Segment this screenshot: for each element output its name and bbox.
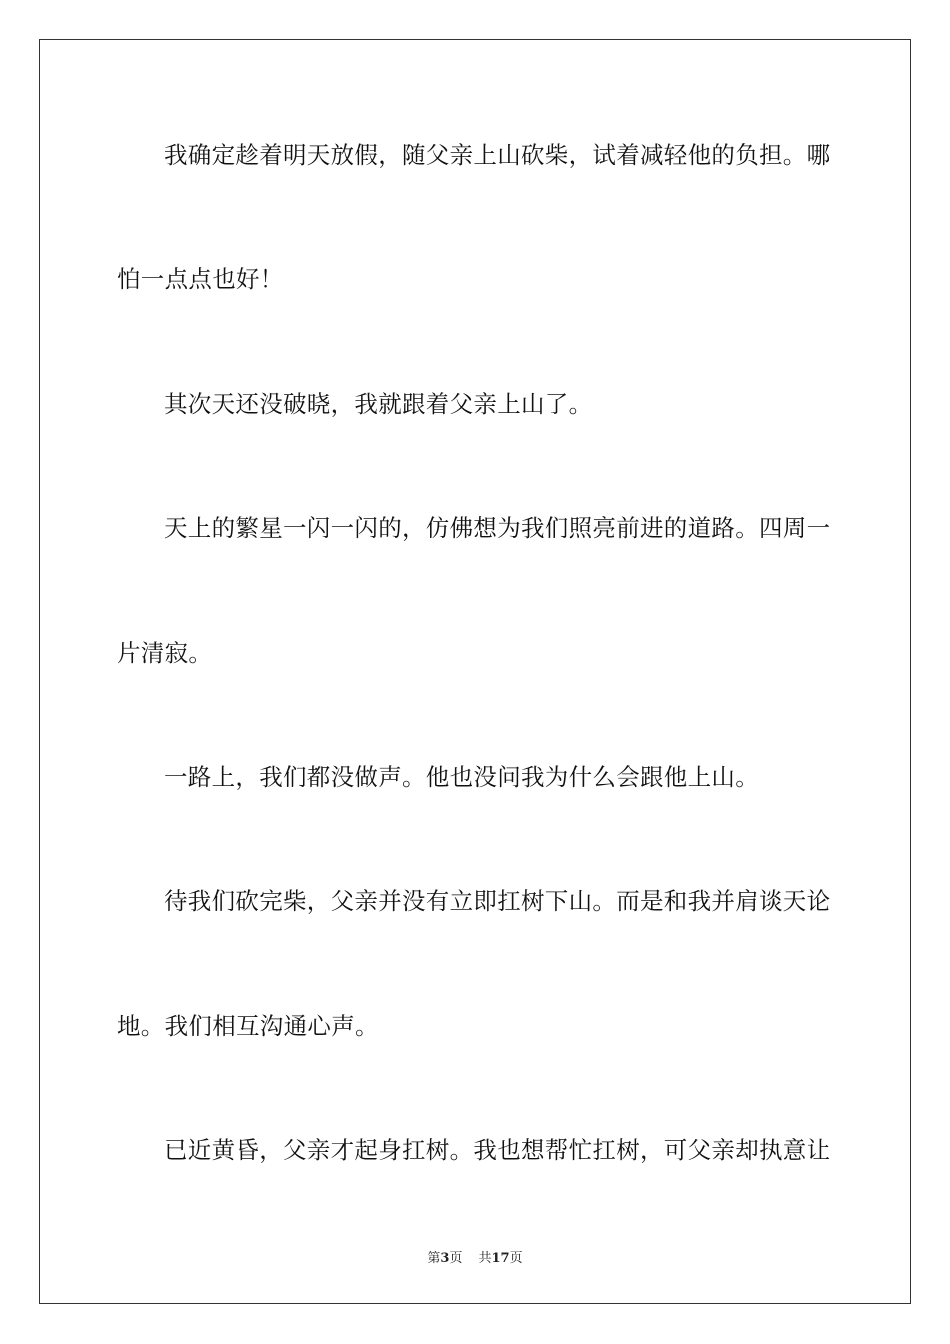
- footer-page-suffix: 页: [449, 1251, 463, 1266]
- text-line-4: 天上的繁星一闪一闪的，仿佛想为我们照亮前进的道路。四周一: [164, 514, 831, 542]
- text-line-8: 地。我们相互沟通心声。: [117, 1012, 379, 1040]
- text-line-5: 片清寂。: [117, 639, 213, 667]
- page-border: [39, 39, 911, 1304]
- text-line-6: 一路上，我们都没做声。他也没问我为什么会跟他上山。: [164, 763, 759, 791]
- footer-total-pages: 17: [491, 1251, 510, 1266]
- text-line-1: 我确定趁着明天放假，随父亲上山砍柴，试着减轻他的负担。哪: [164, 141, 831, 169]
- text-line-9: 已近黄昏，父亲才起身扛树。我也想帮忙扛树，可父亲却执意让: [164, 1136, 831, 1164]
- text-line-2: 怕一点点也好！: [117, 265, 284, 293]
- footer-page-prefix: 第: [427, 1251, 441, 1266]
- footer-total-suffix: 页: [509, 1251, 523, 1266]
- page-footer: [0, 1247, 950, 1266]
- text-line-7: 待我们砍完柴，父亲并没有立即扛树下山。而是和我并肩谈天论: [164, 887, 831, 915]
- footer-total-prefix: 共: [478, 1251, 492, 1266]
- text-line-3: 其次天还没破晓，我就跟着父亲上山了。: [164, 390, 593, 418]
- footer-current-page: 3: [440, 1251, 450, 1266]
